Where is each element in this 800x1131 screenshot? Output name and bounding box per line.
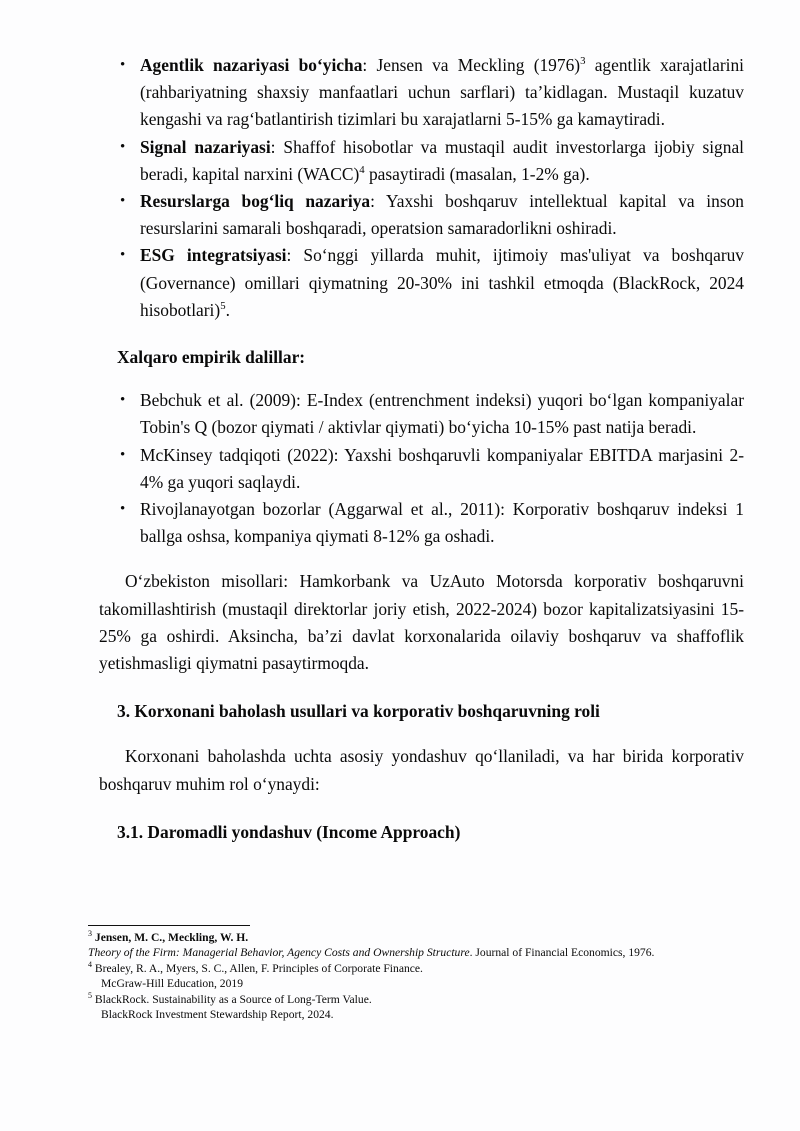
empirical-bullet-list: [99, 387, 744, 550]
spacer: [99, 371, 744, 387]
list-item-lead: Signal nazariyasi: [140, 136, 271, 157]
list-item-text-tail: pasaytiradi (masalan, 1-2% ga).: [364, 163, 590, 184]
footnote-text: BlackRock. Sustainability as a Source of Long-Term Value.: [94, 992, 372, 1006]
section-3-heading: 3. Korxonani baholash usullari va korporativ boshqaruvning roli: [117, 701, 600, 722]
footnote-4-line2: McGraw-Hill Education, 2019: [101, 977, 243, 991]
list-item-text: McKinsey tadqiqoti (2022): Yaxshi boshqaruvli kompaniyalar EBITDA marjasini 2-4% ga yuqori saqlaydi.: [140, 444, 744, 492]
footnote-title: Theory of the Firm: Managerial Behavior, Agency Costs and Ownership Structure: [88, 946, 470, 960]
footnote-source: . Journal of Financial Economics, 1976.: [469, 946, 655, 960]
list-item-lead: ESG integratsiyasi: [140, 245, 287, 266]
bullet-icon: •: [120, 247, 126, 264]
empirical-evidence-heading: Xalqaro empirik dalillar:: [117, 347, 306, 368]
list-item-text: : So‘nggi yillarda muhit, ijtimoiy mas'uliyat va boshqaruv (Governance) omillari qiymatning 20-30% ini tashkil etmoqda (BlackRock, 2024 hisobotlari): [140, 245, 744, 320]
footnote-3-title-line: [88, 945, 748, 960]
section-3-1-subheading: 3.1. Daromadli yondashuv (Income Approach): [117, 821, 461, 842]
list-item-lead: Agentlik nazariyasi bo‘yicha: [140, 55, 363, 75]
footnote-marker: 5: [88, 990, 92, 1000]
footnote-text: Brealey, R. A., Myers, S. C., Allen, F. Principles of Corporate Finance.: [94, 961, 423, 975]
footnote-5-line2: BlackRock Investment Stewardship Report, 2024.: [101, 1008, 334, 1022]
list-item-text: : Yaxshi boshqaruv intellektual kapital va inson resurslarini samarali boshqaradi, operatsion samaradorlikni oshiradi.: [140, 191, 744, 239]
bullet-icon: •: [120, 193, 126, 210]
section-3-paragraph: Korxonani baholashda uchta asosiy yondashuv qo‘llaniladi, va har birida korporativ boshqaruv muhim rol o‘ynaydi:: [99, 746, 744, 794]
footnote-author: Jensen, M. C., Meckling, W. H.: [94, 931, 249, 944]
list-item-text: : Jensen va Meckling (1976): [362, 55, 581, 75]
list-item-lead: Resurslarga bog‘liq nazariya: [140, 191, 371, 212]
uzbekistan-examples-paragraph: O‘zbekiston misollari: Hamkorbank va UzAuto Motorsda korporativ boshqaruvni takomillashtirish (mustaqil direktorlar joriy etish, 2022-2024) bozor kapitalizatsiyasini 15-25% ga oshirdi. Aksincha, ba’zi davlat korxonalarida oilaviy boshqaruv va shaffoflik yetishmasligi qiymatni pasaytirmoqda.: [99, 571, 744, 674]
footnote-ref: 5: [220, 300, 226, 313]
list-item: [99, 52, 744, 134]
footnote-ref: 3: [580, 55, 586, 68]
bullet-icon: •: [120, 446, 126, 463]
footnote-ref: 4: [359, 164, 365, 177]
list-item-text-tail: agentlik xarajatlarini (rahbariyatning shaxsiy manfaatlari uchun sarflari) ta’kidlagan. Mustaqil kuzatuv kengashi va rag‘batlantirish tizimlari bu xarajatlarni 5-15% ga kamaytiradi.: [140, 55, 744, 130]
bullet-icon: •: [120, 57, 126, 73]
footnote-4: [88, 961, 748, 976]
list-item: [99, 188, 744, 242]
footnote-separator: [88, 925, 250, 926]
list-item: [99, 496, 744, 550]
list-item: [99, 134, 744, 188]
bullet-icon: •: [120, 392, 126, 409]
bullet-icon: •: [120, 138, 126, 155]
footnote-5: [88, 992, 748, 1007]
list-item-text-tail: .: [225, 299, 230, 320]
footnote-marker: 4: [88, 959, 92, 969]
list-item: [99, 442, 744, 496]
footnote-marker: 3: [88, 929, 92, 939]
list-item-text: : Shaffof hisobotlar va mustaqil audit investorlarga ijobiy signal beradi, kapital narxini (WACC): [140, 136, 744, 184]
page-content: [99, 52, 744, 846]
bullet-icon: •: [120, 501, 126, 518]
footnote-area: [88, 925, 748, 1022]
list-item: [99, 242, 744, 324]
list-item-text: Bebchuk et al. (2009): E-Index (entrenchment indeksi) yuqori bo‘lgan kompaniyalar Tobin's Q (bozor qiymati / aktivlar qiymati) bo‘yicha 10-15% past natija beradi.: [140, 390, 744, 438]
list-item-text: Rivojlanayotgan bozorlar (Aggarwal et al., 2011): Korporativ boshqaruv indeksi 1 ballga oshsa, kompaniya qiymati 8-12% ga oshadi.: [140, 499, 744, 547]
footnote-3: [88, 930, 748, 945]
theory-bullet-list: [99, 52, 744, 324]
list-item: [99, 387, 744, 441]
